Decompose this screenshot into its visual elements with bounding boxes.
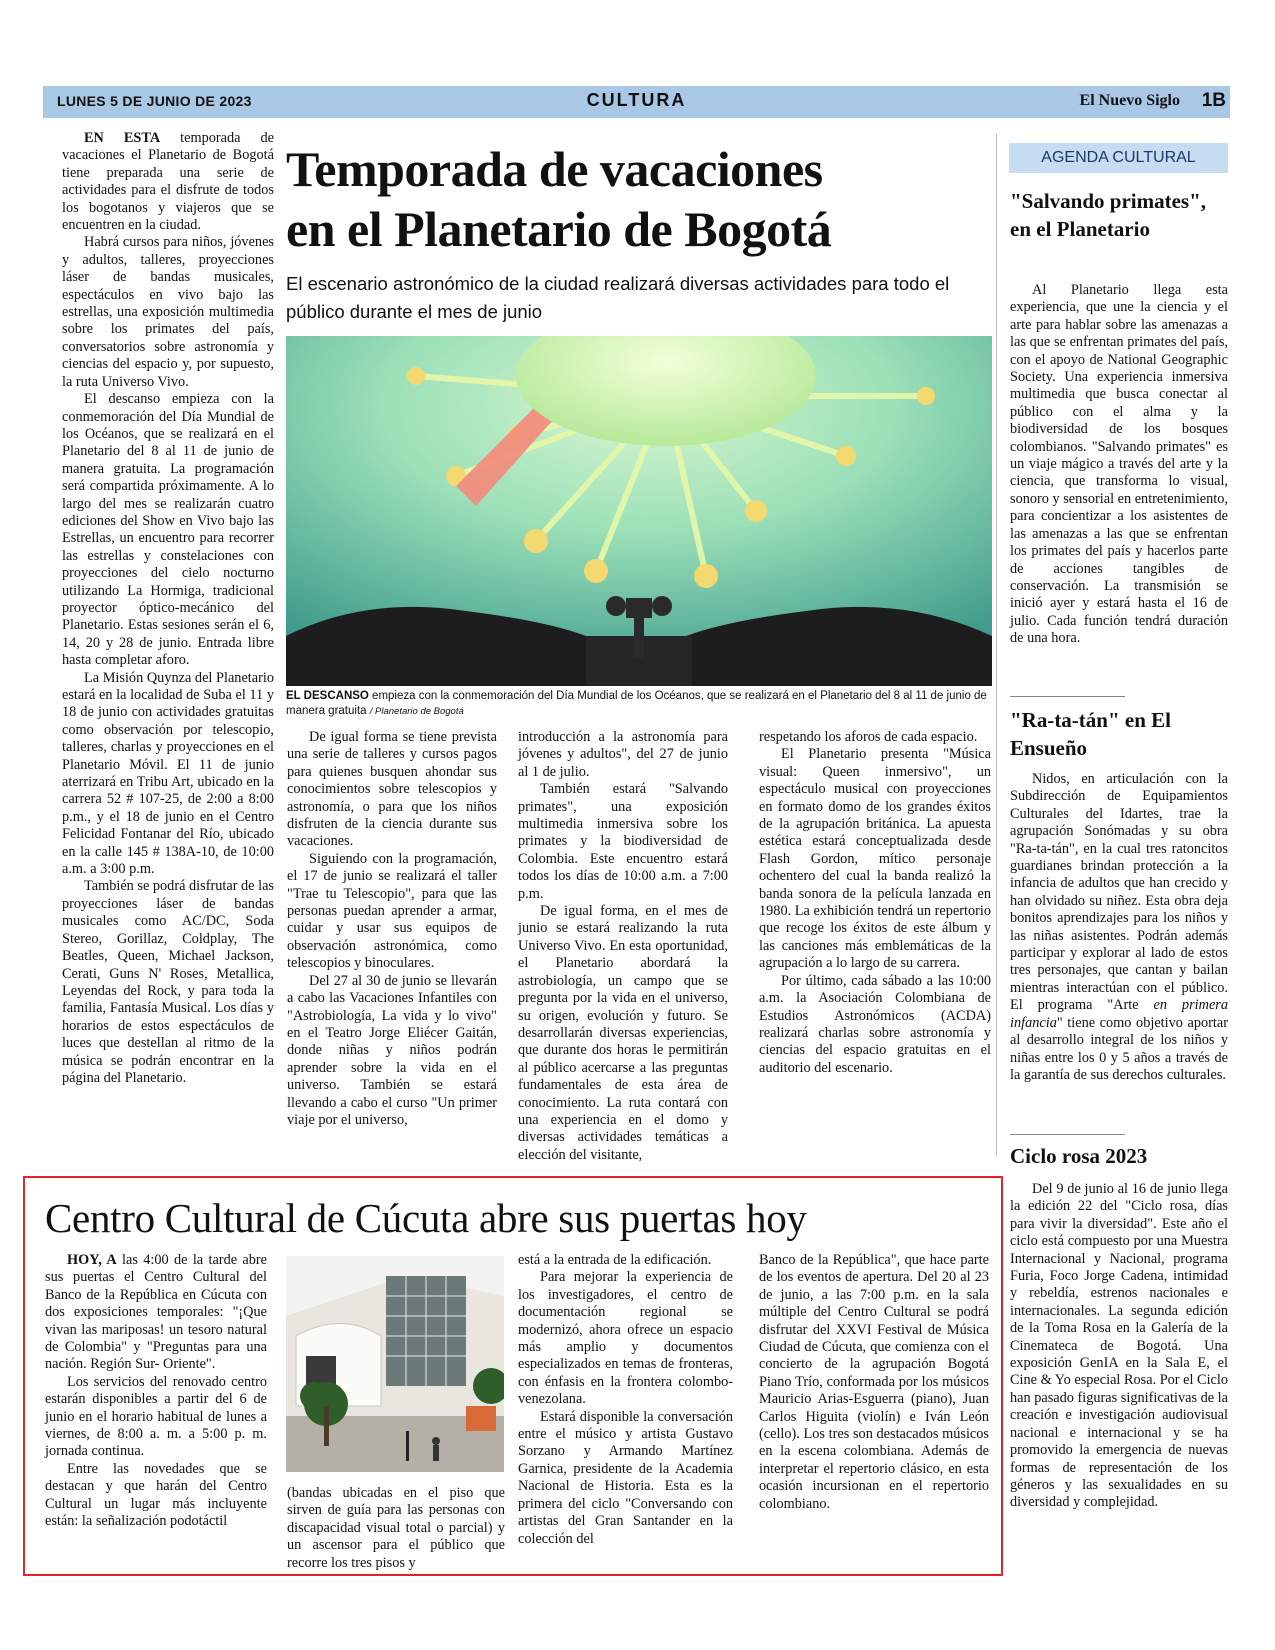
newspaper-brand: El Nuevo Siglo <box>1079 92 1180 109</box>
second-article-column-4 <box>759 1252 989 1513</box>
agenda-item-2-title: "Ra-ta-tán" en El Ensueño <box>1010 708 1171 760</box>
agenda-item-3-body <box>1010 1181 1228 1512</box>
caption-kicker: EL DESCANSO <box>286 690 369 702</box>
paragraph: (bandas ubicadas en el piso que sirven de guía para las personas con discapacidad visual total o parcial) y un ascensor para el público que recorre los tres pisos y <box>287 1485 505 1571</box>
paragraph: Por último, cada sábado a las 10:00 a.m. la Asociación Colombiana de Estudios Astronómicos (ACDA) realizará charlas sobre astronomía y ciencias del espacio gratuitas en el auditorio del escenario. <box>759 972 991 1076</box>
paragraph: Al Planetario llega esta experiencia, que une la ciencia y el arte para hablar sobre las amenazas a las que se enfrentan primates del país, con el apoyo de National Geographic Society. Una experiencia inmersiva multimedia que busca conectar al público con el alma y la biodiversidad de los bosques colombianos. "Salvando primates" es un viaje mágico a través del arte y la ciencia, que transforma lo visual, sonoro y sensorial en entretenimiento, para concientizar a los asistentes de las amenazas a las que se enfrentan los primates del país y hacerlos parte de acciones tangibles de conservación. La transmisión se inició ayer y estará hasta el 16 de julio. Cada función tendrá duración de una hora. <box>1010 282 1228 647</box>
paragraph: De igual forma se tiene prevista una serie de talleres y cursos pagos para quienes busquen ahondar sus conocimientos sobre telescopios y astronomía, o para que los niños disfruten de la ciencia durante sus vacaciones. <box>287 729 497 850</box>
paragraph: El descanso empieza con la conmemoración del Día Mundial de los Océanos, que se realizará en el Planetario del 8 al 11 de junio de manera gratuita. La programación será compartida próximamente. A lo largo del mes se realizarán cuatro ediciones del Show en Vivo bajo las Estrellas, un encuentro para recorrer las estrellas y constelaciones con proyecciones del cielo nocturno utilizando La Hormiga, tradicional proyector óptico-mecánico del Planetario. Estas sesiones serán el 6, 14, 20 y 28 de junio. Entrada libre hasta completar aforo. <box>62 391 274 669</box>
paragraph: Del 9 de junio al 16 de junio llega la edición 22 del "Ciclo rosa, días para vivir la diversidad". Este año el ciclo está compuesto por una Muestra Internacional y Nacional, programa Furia, Foco Jorge Cadena, intimidad y rebeldía, estrenos nacionales e internacionales. La segunda edición de la Toma Rosa en la Galería de la Cinemateca de Bogotá. Una exposición GenIA en la Sala E, el Cine & Yo especial Rosa. Por el Ciclo han pasado figuras significativas de la creación e investigación audiovisual nacional e internacional y se ha promovido la emergencia de nuevas formas de representación de los géneros y las sexualidades en su diversidad y complejidad. <box>1010 1181 1229 1511</box>
paragraph: También estará "Salvando primates", una exposición multimedia inmersiva sobre los primates y la biodiversidad de Colombia. Este encuentro estará todos los días de 10:00 a.m. a 7:00 p.m. <box>518 781 728 902</box>
headline-line-2: en el Planetario de Bogotá <box>286 201 832 257</box>
paragraph: El Planetario presenta "Música visual: Queen inmersivo", un espectáculo musical con proyecciones en formato domo de los grandes éxitos de la agrupación británica. La apuesta estética estará conceptualizada desde Flash Gordon, mítico personaje ochentero del cual la banda realizó la banda sonora de la película lanzada en 1980. La exhibición tendrá un repertorio que recoge los éxitos de este álbum y las canciones más emblemáticas de la agrupación a lo largo de su carrera. <box>759 746 991 972</box>
second-article-column-2 <box>287 1485 505 1572</box>
paragraph: " tiene como objetivo aportar al desarrollo integral de los niños y niñas entre los 0 y 5 años a través de la garantía de sus derechos culturales. <box>1010 1014 1228 1083</box>
planetarium-photo <box>286 336 992 686</box>
paragraph: También se podrá disfrutar de las proyecciones láser de bandas musicales como AC/DC, Soda Stereo, Gorillaz, Coldplay, The Beatles, Queen, Michael Jackson, Cerati, Guns N' Roses, Metallica, Leyendas del Rock, y para toda la familia, Fantasía Musical. Los días y horarios de estos espectáculos de luces que destellan al ritmo de la música se podrán encontrar en la página del Planetario. <box>62 878 274 1086</box>
section-divider <box>1010 1134 1125 1135</box>
section-divider <box>1010 696 1125 697</box>
lead-kicker: HOY, A <box>67 1252 117 1268</box>
paragraph: Habrá cursos para niños, jóvenes y adultos, talleres, proyecciones láser de bandas musicales, espectáculos en vivo bajo las estrellas, una exposición multimedia sobre los primates del país, conversatorios sobre astronomía y ciencias del espacio y, por supuesto, la ruta Universo Vivo. <box>62 234 274 390</box>
caption-text: empieza con la conmemoración del Día Mundial de los Océanos, que se realizará en el Planetario del 8 al 11 de junio de manera gratuita <box>286 690 987 717</box>
paragraph: Estará disponible la conversación entre el músico y artista Gustavo Sorzano y Armando Martínez Garnica, presidente de la Academia Nacional de Historia. Esta es la primera del ciclo "Conversando con artistas del Gran Santander en la colección del <box>518 1408 733 1547</box>
column-divider <box>996 134 997 1156</box>
emphasis: en primera infancia <box>1010 997 1229 1031</box>
main-article-column-1 <box>62 130 274 1087</box>
section-title: CULTURA <box>586 90 687 110</box>
paragraph: Entre las novedades que se destacan y que harán del Centro Cultural un lugar más incluyente están: la señalización podotáctil <box>45 1460 267 1530</box>
agenda-label: AGENDA CULTURAL <box>1009 143 1228 173</box>
main-article-column-4 <box>759 729 991 1077</box>
paragraph: De igual forma, en el mes de junio se estará realizando la ruta Universo Vivo. En esta oportunidad, el Planetario abordará la astrobiología, un campo que se pregunta por la vida en el universo, su origen, evolución y futuro. Se desarrollarán diversas experiencias, que durante dos horas le permitirán al público acercarse a las preguntas fundamentales de esta área de conocimiento. La ruta contará con una experiencia en el domo y diversas actividades temáticas a elección del visitante, <box>518 903 728 1163</box>
headline-line-1: Temporada de vacaciones <box>286 141 823 197</box>
paragraph: Los servicios del renovado centro estarán disponibles a partir del 6 de junio en el horario habitual de lunes a viernes, de 8:00 a. m. a 5:00 p. m. jornada continua. <box>45 1373 267 1460</box>
agenda-item-3-title: Ciclo rosa 2023 <box>1010 1144 1148 1168</box>
paragraph: Siguiendo con la programación, el 17 de junio se realizará el taller "Trae tu Telescopio", para que las personas puedan aprender a armar, cuidar y usar sus equipos de observación astronómica, como telescopios y binoculares. <box>287 850 497 972</box>
agenda-item-2-body <box>1010 771 1228 1084</box>
paragraph: La Misión Quynza del Planetario estará en la localidad de Suba el 11 y 18 de junio con actividades gratuitas como observación por telescopio, talleres, charlas y proyecciones en el Planetario Móvil. El 11 de junio aterrizará en Tribu Art, ubicado en la carrera 52 # 107-25, de 2:00 a 8:00 p.m., y el 18 de junio en el Centro Felicidad Fontanar del Río, ubicado en la calle 145 # 138A-10, de 10:00 a.m. a 3:00 p.m. <box>62 669 274 878</box>
paragraph: Banco de la República", que hace parte de los eventos de apertura. Del 20 al 23 de junio, a las 7:00 p.m. en la sala múltiple del Centro Cultural se podrá disfrutar del XXVI Festival de Música Ciudad de Cúcuta, que comienza con el concierto de la agrupación Bogotá Piano Trío, conformada por los músicos Mauricio Arias-Esguerra (piano), Juan Carlos Higuita (violín) e Iván León (cello). Los tres son destacados músicos en la escena colombiana. Además de interpretar el repertorio clásico, en esta ocasión incursionan en el repertorio colombiano. <box>759 1252 989 1512</box>
paragraph: introducción a la astronomía para jóvenes y adultos", del 27 de junio al 1 de julio. <box>518 729 728 780</box>
main-headline <box>286 139 986 259</box>
agenda-item-1-body <box>1010 282 1228 648</box>
agenda-item-1-title: "Salvando primates", en el Planetario <box>1010 189 1207 241</box>
paragraph: las 4:00 de la tarde abre sus puertas el Centro Cultural del Banco de la República en Cúcuta con dos exposiciones temporales: "¡Que vivan las mariposas! un tesoro natural de Colombia" y "Preguntas para una nación. Región Sur- Oriente". <box>45 1252 267 1373</box>
second-article-column-1 <box>45 1252 267 1531</box>
photo-credit: / Planetario de Bogotá <box>369 706 464 717</box>
paragraph: Para mejorar la experiencia de los investigadores, el centro de documentación regional se modernizó, ahora ofrece un espacio más amplio y documentos especializados en temas de fronteras, con énfasis en la frontera colombo-venezolana. <box>518 1269 733 1408</box>
page-number: 1B <box>1201 90 1226 111</box>
main-subtitle: El escenario astronómico de la ciudad realizará diversas actividades para todo el público durante el mes de junio <box>286 273 950 322</box>
lead-kicker: EN ESTA <box>84 130 161 146</box>
second-article-column-3 <box>518 1252 733 1548</box>
header-date: LUNES 5 DE JUNIO DE 2023 <box>57 93 252 109</box>
paragraph: Del 27 al 30 de junio se llevarán a cabo las Vacaciones Infantiles con "Astrobiología, La vida y lo vivo" en el Teatro Jorge Eliécer Gaitán, donde niñas y niños podrán aprender sobre la vida en el universo. También se estará llevando a cabo el curso "Un primer viaje por el universo, <box>287 972 497 1128</box>
photo-caption <box>286 689 992 719</box>
page-header <box>43 86 1230 118</box>
main-article-column-3 <box>518 729 728 1164</box>
second-headline: Centro Cultural de Cúcuta abre sus puertas hoy <box>45 1195 807 1241</box>
main-article-column-2 <box>287 729 497 1129</box>
paragraph: respetando los aforos de cada espacio. <box>759 729 978 745</box>
cultural-center-photo <box>286 1256 504 1472</box>
paragraph: temporada de vacaciones el Planetario de Bogotá tiene preparada una serie de actividades para el disfrute de todos los bogotanos y viajeros que se encuentren en la ciudad. <box>62 130 274 234</box>
paragraph: está a la entrada de la edificación. <box>518 1252 712 1268</box>
paragraph: Nidos, en articulación con la Subdirección de Equipamientos Culturales del Idartes, trae la agrupación Sonómadas y su obra "Ra-ta-tán", en la cual tres ratoncitos guardianes brindan protección a la infancia de adultos que han crecido y han olvidado su niñez. Esta obra deja bonitos aprendizajes para los niños y las niñas asistentes. Podrán además participar y explorar al lado de estos tres personajes, que cantan y bailan mientras interactúan con el público. El programa "Arte <box>1010 771 1228 1014</box>
